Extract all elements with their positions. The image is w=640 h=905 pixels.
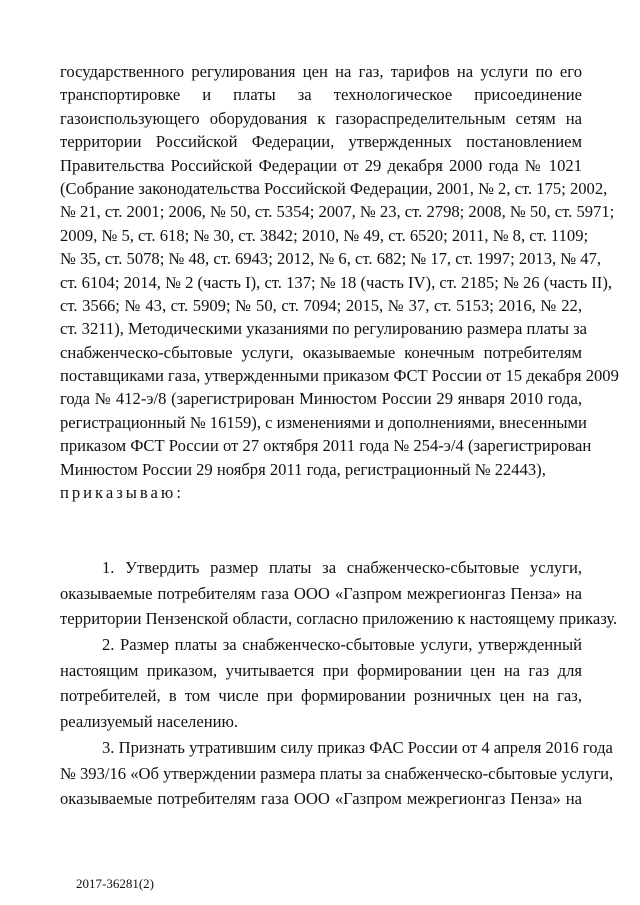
text-line: № 21, ст. 2001; 2006, № 50, ст. 5354; 2007, № 23, ст. 2798; 2008, № 50, ст. 5971; <box>60 202 615 222</box>
document-code: 2017-36281(2) <box>76 876 154 891</box>
order-items <box>60 555 618 812</box>
item-2-line: реализуемый населению. <box>60 712 238 732</box>
text-line: ст. 3211), Методическими указаниями по регулированию размера платы за <box>60 319 588 339</box>
text-line: территории Российской Федерации, утвержденных постановлением <box>60 132 582 152</box>
order-word: приказываю: <box>60 483 184 503</box>
item-2-line: настоящим приказом, учитывается при формировании цен на газ для <box>60 660 582 680</box>
item-1-line: оказываемые потребителям газа ООО «Газпром межрегионгаз Пенза» на <box>60 583 582 603</box>
item-1-line: 1. Утвердить размер платы за снабженческо-сбытовые услуги, <box>102 558 582 577</box>
text-line: регистрационный № 16159), с изменениями и дополнениями, внесенными <box>60 412 587 432</box>
text-line: года № 412-э/8 (зарегистрирован Минюстом России 29 января 2010 года, <box>60 389 582 409</box>
text-line: государственного регулирования цен на газ, тарифов на услуги по его <box>60 62 582 81</box>
text-line: (Собрание законодательства Российской Федерации, 2001, № 2, ст. 175; 2002, <box>60 178 608 198</box>
text-line: приказом ФСТ России от 27 октября 2011 года № 254-э/4 (зарегистрирован <box>60 436 592 456</box>
item-2-line: потребителей, в том числе при формировании розничных цен на газ, <box>60 686 582 706</box>
text-line: снабженческо-сбытовые услуги, оказываемые конечным потребителям <box>60 342 582 362</box>
text-line: 2009, № 5, ст. 618; № 30, ст. 3842; 2010, № 49, ст. 6520; 2011, № 8, ст. 1109; <box>60 225 589 245</box>
text-line: № 35, ст. 5078; № 48, ст. 6943; 2012, № 6, ст. 682; № 17, ст. 1997; 2013, № 47, <box>60 249 602 269</box>
text-line: Правительства Российской Федерации от 29 декабря 2000 года № 1021 <box>60 155 582 175</box>
item-3-line: 3. Признать утратившим силу приказ ФАС России от 4 апреля 2016 года <box>102 737 613 757</box>
text-line: ст. 6104; 2014, № 2 (часть I), ст. 137; № 18 (часть IV), ст. 2185; № 26 (часть II), <box>60 272 613 292</box>
text-line: газоиспользующего оборудования к газораспределительным сетям на <box>60 108 582 128</box>
item-1-line: территории Пензенской области, согласно приложению к настоящему приказу. <box>60 609 618 629</box>
text-line: поставщиками газа, утвержденными приказом ФСТ России от 15 декабря 2009 <box>60 366 619 386</box>
text-line: Минюстом России 29 ноября 2011 года, регистрационный № 22443), <box>60 459 546 479</box>
preamble-text <box>60 60 619 504</box>
item-3-line: оказываемые потребителям газа ООО «Газпром межрегионгаз Пенза» на <box>60 789 582 809</box>
item-3-line: № 393/16 «Об утверждении размера платы за снабженческо-сбытовые услуги, <box>60 763 614 783</box>
item-2-line: 2. Размер платы за снабженческо-сбытовые услуги, утвержденный <box>102 635 582 655</box>
text-line: ст. 3566; № 43, ст. 5909; № 50, ст. 7094; 2015, № 37, ст. 5153; 2016, № 22, <box>60 295 582 315</box>
text-line: транспортировке и платы за технологическое присоединение <box>60 85 582 105</box>
